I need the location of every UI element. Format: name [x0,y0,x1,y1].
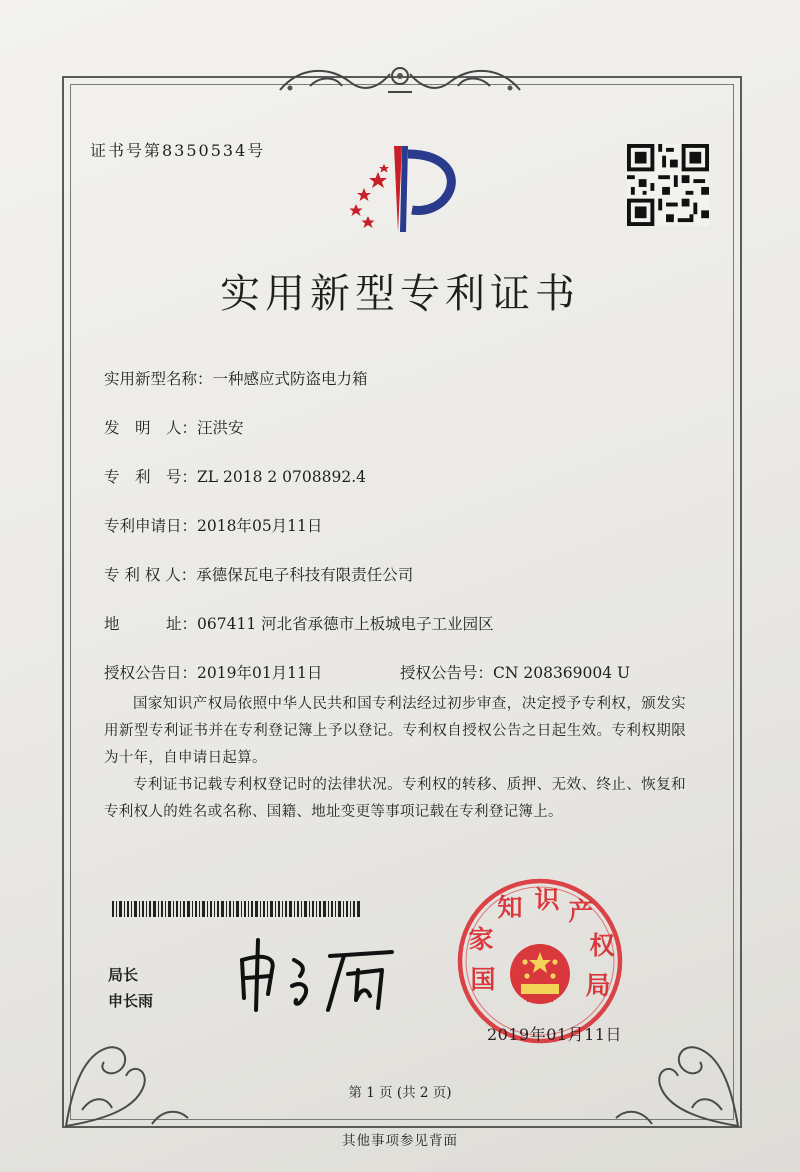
field-value: 2018年05月11日 [197,517,323,535]
svg-text:局: 局 [585,971,611,1000]
official-seal [455,876,625,1046]
field-label: 实用新型名称： [104,370,213,388]
page-number: 第 1 页 (共 2 页) [348,1085,452,1101]
field-patentee [104,563,413,585]
bottom-right-ornament [612,1000,742,1128]
field-grant-announcement-date [104,661,322,683]
svg-text:识: 识 [534,885,560,914]
seal-date: 2019年01月11日 [487,1025,622,1044]
field-value: ZL 2018 2 0708892.4 [197,468,366,486]
paragraph-legal-status: 专利证书记载专利权登记时的法律状况。专利权的转移、质押、无效、终止、恢复和专利权人的姓名或名称、国籍、地址变更等事项记载在专利登记簿上。 [104,777,686,820]
field-patent-number [104,465,366,487]
paragraph-grant-statement: 国家知识产权局依照中华人民共和国专利法经过初步审查，决定授予专利权，颁发实用新型专利证书并在专利登记簿上予以登记。专利权自授权公告之日起生效。专利权期限为十年，自申请日起算。 [104,696,686,766]
bottom-left-ornament [62,1000,192,1128]
field-value: 汪洪安 [197,419,244,437]
svg-text:权: 权 [589,931,615,960]
director-name: 申长雨 [108,992,154,1010]
certificate-title: 实用新型专利证书 [220,271,580,317]
field-address [104,612,494,634]
field-value: 一种感应式防盗电力箱 [212,370,368,388]
field-value: 067411 河北省承德市上板城电子工业园区 [197,615,494,633]
field-label: 发 明 人： [104,419,198,437]
certificate-number: 证书号第8350534号 [90,141,266,160]
barcode [112,901,362,917]
field-label: 专 利 号： [104,468,198,486]
field-value: 承德保瓦电子科技有限责任公司 [196,566,414,584]
inner-border [70,84,734,1120]
field-label: 地 址： [104,615,198,633]
svg-text:知: 知 [497,893,523,922]
field-label: 专利申请日： [104,517,198,535]
svg-text:国: 国 [470,965,496,994]
field-application-date [104,514,322,536]
director-signature [232,930,402,1014]
field-utility-model-name [104,367,368,389]
svg-text:家: 家 [468,925,494,954]
field-inventor [104,416,244,438]
top-ornament [270,56,530,100]
field-label: 授权公告号： [400,664,494,682]
footnote: 其他事项参见背面 [342,1133,458,1149]
field-label: 授权公告日： [104,664,198,682]
director-title: 局长 [108,966,139,984]
field-grant-announcement-number [400,661,630,683]
qr-code [627,144,709,226]
svg-text:产: 产 [568,897,594,926]
field-label: 专 利 权 人： [104,566,197,584]
cnipa-logo [336,136,466,236]
field-value: 2019年01月11日 [197,664,323,682]
field-value: CN 208369004 U [493,664,631,682]
